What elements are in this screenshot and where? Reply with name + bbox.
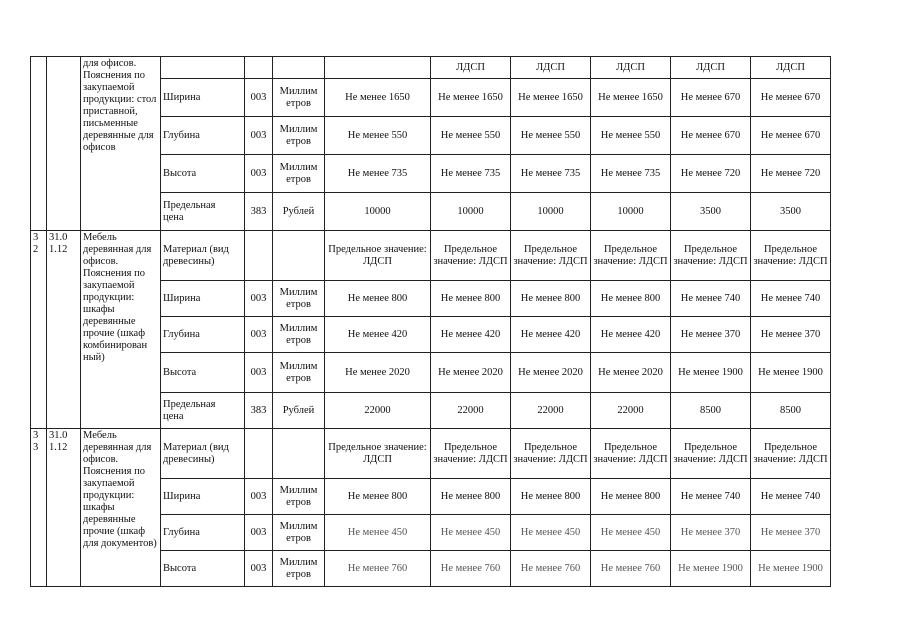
okpd2-code [47, 57, 81, 231]
okpd2-code: 31.0 1.12 [47, 429, 81, 587]
value-cell: Не менее 670 [671, 117, 751, 155]
value-cell: 10000 [431, 193, 511, 231]
okei-code: 003 [245, 117, 273, 155]
value-cell: Не менее 670 [751, 79, 831, 117]
value-cell: Предельное значение: ЛДСП [671, 231, 751, 281]
characteristic-name: Глубина [161, 117, 245, 155]
value-cell: Не менее 450 [511, 515, 591, 551]
okei-code: 003 [245, 317, 273, 353]
unit-name: Миллим етров [273, 79, 325, 117]
unit-name: Миллим етров [273, 515, 325, 551]
value-cell: Не менее 550 [591, 117, 671, 155]
value-cell: 3500 [671, 193, 751, 231]
value-cell: Не менее 1900 [671, 551, 751, 587]
value-cell: 22000 [325, 393, 431, 429]
value-cell: Не менее 735 [511, 155, 591, 193]
value-cell: 10000 [511, 193, 591, 231]
value-cell: Не менее 1900 [751, 353, 831, 393]
characteristic-name: Глубина [161, 317, 245, 353]
value-cell: Не менее 420 [325, 317, 431, 353]
value-cell: Не менее 550 [325, 117, 431, 155]
value-cell: Не менее 450 [431, 515, 511, 551]
okei-code [245, 57, 273, 79]
okei-code: 003 [245, 515, 273, 551]
value-cell: Не менее 800 [591, 281, 671, 317]
value-cell: Предельное значение: ЛДСП [751, 429, 831, 479]
characteristic-name: Материал (вид древесины) [161, 429, 245, 479]
value-cell: Не менее 450 [325, 515, 431, 551]
value-cell: Не менее 740 [671, 479, 751, 515]
characteristic-name: Ширина [161, 479, 245, 515]
value-cell: Не менее 760 [511, 551, 591, 587]
value-cell: Не менее 740 [671, 281, 751, 317]
value-cell: Предельное значение: ЛДСП [751, 231, 831, 281]
characteristic-name: Предельная цена [161, 193, 245, 231]
okei-code: 003 [245, 479, 273, 515]
characteristic-name: Высота [161, 155, 245, 193]
value-cell: Предельное значение: ЛДСП [431, 429, 511, 479]
value-cell: Не менее 760 [591, 551, 671, 587]
value-cell: Не менее 2020 [511, 353, 591, 393]
unit-name: Миллим етров [273, 479, 325, 515]
value-cell: Не менее 800 [511, 281, 591, 317]
value-cell: Не менее 2020 [325, 353, 431, 393]
unit-name: Миллим етров [273, 353, 325, 393]
okei-code: 003 [245, 353, 273, 393]
value-cell [325, 57, 431, 79]
value-cell: Предельное значение: ЛДСП [431, 231, 511, 281]
okei-code: 003 [245, 155, 273, 193]
unit-name [273, 57, 325, 79]
value-cell: Не менее 760 [431, 551, 511, 587]
value-cell: Не менее 720 [671, 155, 751, 193]
table-row [31, 429, 831, 479]
value-cell: Не менее 1650 [591, 79, 671, 117]
characteristic-name: Высота [161, 353, 245, 393]
value-cell: Не менее 370 [751, 515, 831, 551]
specification-table [30, 56, 831, 587]
value-cell: Не менее 670 [671, 79, 751, 117]
okei-code: 003 [245, 551, 273, 587]
characteristic-name: Ширина [161, 79, 245, 117]
characteristic-name: Материал (вид древесины) [161, 231, 245, 281]
unit-name [273, 429, 325, 479]
value-cell: 8500 [751, 393, 831, 429]
value-cell: Не менее 1900 [751, 551, 831, 587]
value-cell: Не менее 550 [511, 117, 591, 155]
value-cell: Не менее 420 [431, 317, 511, 353]
product-description: для офисов. Пояснения по закупаемой продукции: стол приставной, письменные деревянные для офисов [81, 57, 161, 231]
unit-name [273, 231, 325, 281]
value-cell: Не менее 420 [591, 317, 671, 353]
value-cell: 10000 [325, 193, 431, 231]
value-cell: Не менее 1650 [431, 79, 511, 117]
value-cell: Не менее 420 [511, 317, 591, 353]
value-cell: ЛДСП [671, 57, 751, 79]
value-cell: Не менее 735 [591, 155, 671, 193]
value-cell: Не менее 800 [591, 479, 671, 515]
value-cell: Не менее 2020 [431, 353, 511, 393]
characteristic-name: Высота [161, 551, 245, 587]
value-cell: 8500 [671, 393, 751, 429]
value-cell: ЛДСП [511, 57, 591, 79]
value-cell: Предельное значение: ЛДСП [325, 231, 431, 281]
okei-code: 003 [245, 281, 273, 317]
value-cell: Предельное значение: ЛДСП [591, 429, 671, 479]
value-cell: Предельное значение: ЛДСП [325, 429, 431, 479]
value-cell: 22000 [431, 393, 511, 429]
okei-code: 383 [245, 193, 273, 231]
value-cell: Предельное значение: ЛДСП [591, 231, 671, 281]
value-cell: Не менее 740 [751, 479, 831, 515]
okei-code [245, 429, 273, 479]
value-cell: Не менее 760 [325, 551, 431, 587]
row-number: 3 2 [31, 231, 47, 429]
value-cell: Не менее 370 [671, 515, 751, 551]
value-cell: Не менее 720 [751, 155, 831, 193]
product-description: Мебель деревянная для офисов. Пояснения по закупаемой продукции: шкафы деревянные прочие (шкаф комбинирован ный) [81, 231, 161, 429]
value-cell: Не менее 450 [591, 515, 671, 551]
value-cell: Не менее 370 [671, 317, 751, 353]
table-row [31, 57, 831, 79]
value-cell: Не менее 1900 [671, 353, 751, 393]
product-description: Мебель деревянная для офисов. Пояснения по закупаемой продукции: шкафы деревянные прочие (шкаф для документов) [81, 429, 161, 587]
value-cell: Не менее 800 [511, 479, 591, 515]
unit-name: Миллим етров [273, 155, 325, 193]
value-cell: ЛДСП [751, 57, 831, 79]
value-cell: Не менее 735 [431, 155, 511, 193]
okpd2-code: 31.0 1.12 [47, 231, 81, 429]
value-cell: Не менее 370 [751, 317, 831, 353]
characteristic-name [161, 57, 245, 79]
unit-name: Миллим етров [273, 117, 325, 155]
unit-name: Рублей [273, 193, 325, 231]
row-number [31, 57, 47, 231]
characteristic-name: Предельная цена [161, 393, 245, 429]
value-cell: Не менее 740 [751, 281, 831, 317]
value-cell: Не менее 800 [431, 281, 511, 317]
value-cell: 22000 [511, 393, 591, 429]
value-cell: 10000 [591, 193, 671, 231]
value-cell: Не менее 2020 [591, 353, 671, 393]
value-cell: Предельное значение: ЛДСП [671, 429, 751, 479]
value-cell: Не менее 800 [325, 281, 431, 317]
unit-name: Рублей [273, 393, 325, 429]
table-row [31, 231, 831, 281]
unit-name: Миллим етров [273, 317, 325, 353]
characteristic-name: Ширина [161, 281, 245, 317]
value-cell: Предельное значение: ЛДСП [511, 231, 591, 281]
okei-code: 003 [245, 79, 273, 117]
value-cell: ЛДСП [591, 57, 671, 79]
value-cell: Не менее 735 [325, 155, 431, 193]
unit-name: Миллим етров [273, 551, 325, 587]
value-cell: Не менее 550 [431, 117, 511, 155]
value-cell: 3500 [751, 193, 831, 231]
okei-code [245, 231, 273, 281]
characteristic-name: Глубина [161, 515, 245, 551]
value-cell: Не менее 670 [751, 117, 831, 155]
value-cell: ЛДСП [431, 57, 511, 79]
okei-code: 383 [245, 393, 273, 429]
value-cell: Не менее 800 [431, 479, 511, 515]
row-number: 3 3 [31, 429, 47, 587]
value-cell: Не менее 800 [325, 479, 431, 515]
value-cell: Не менее 1650 [325, 79, 431, 117]
value-cell: Предельное значение: ЛДСП [511, 429, 591, 479]
value-cell: Не менее 1650 [511, 79, 591, 117]
unit-name: Миллим етров [273, 281, 325, 317]
value-cell: 22000 [591, 393, 671, 429]
